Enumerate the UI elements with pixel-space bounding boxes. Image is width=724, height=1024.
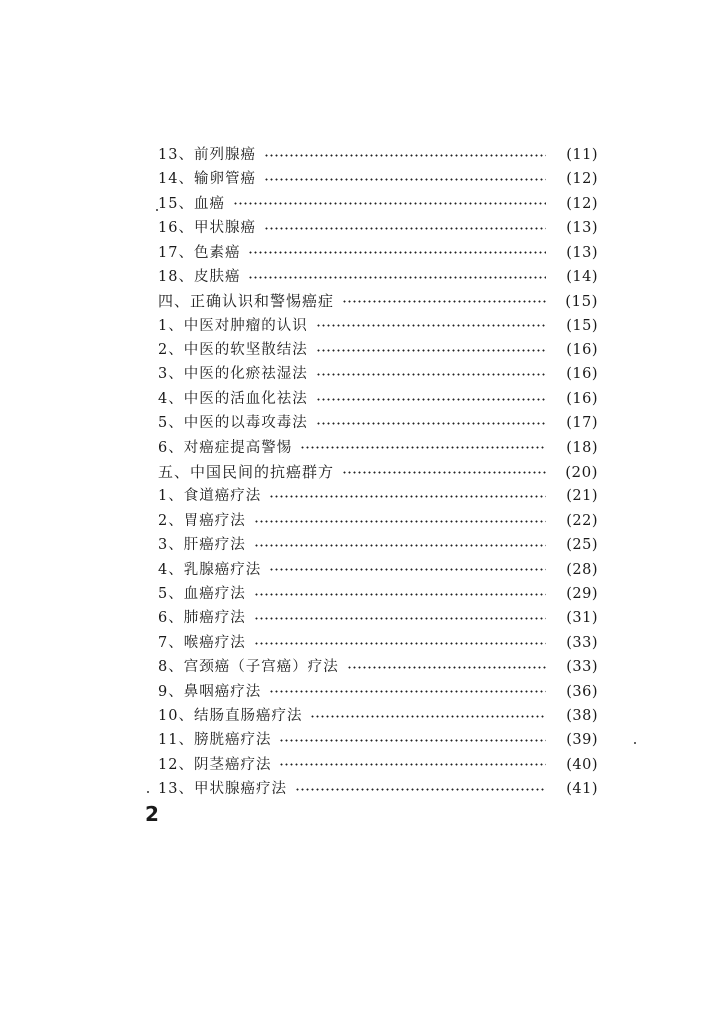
toc-entry — [158, 143, 598, 167]
toc-entry — [158, 655, 598, 679]
toc-entry — [158, 680, 598, 704]
toc-entry — [158, 289, 598, 313]
toc-entry-title: 1、食道癌疗法 — [158, 488, 262, 505]
dot-leader — [316, 398, 546, 401]
toc-entry-title: 7、喉癌疗法 — [158, 634, 246, 651]
toc-entry-title: 2、中医的软坚散结法 — [158, 342, 308, 359]
toc-entry-page: (21) — [566, 488, 598, 505]
dot-leader — [295, 788, 546, 791]
toc-entry — [158, 411, 598, 435]
dot-leader — [254, 617, 546, 620]
toc-entry-page: (14) — [566, 268, 598, 285]
toc-entry — [158, 216, 598, 240]
toc-entry-page: (39) — [566, 732, 598, 749]
toc-entry — [158, 509, 598, 533]
dot-leader — [279, 763, 546, 766]
toc-entry-title: 1、中医对肿瘤的认识 — [158, 317, 308, 334]
toc-entry — [158, 387, 598, 411]
toc-entry-title: 17、色素癌 — [158, 244, 241, 261]
dot-leader — [264, 154, 546, 157]
toc-entry — [158, 582, 598, 606]
toc-entry-title: 18、皮肤癌 — [158, 268, 241, 285]
toc-entry-page: (11) — [566, 146, 598, 163]
toc-entry — [158, 558, 598, 582]
toc-entry-title: 16、甲状腺癌 — [158, 220, 256, 237]
dot-leader — [279, 739, 546, 742]
toc-entry-title: 3、中医的化瘀祛湿法 — [158, 366, 308, 383]
dot-leader — [248, 251, 546, 254]
toc-entry — [158, 436, 598, 460]
toc-entry — [158, 241, 598, 265]
scan-speck — [147, 791, 149, 793]
toc-entry-page: (29) — [566, 585, 598, 602]
toc-entry-title: 10、结肠直肠癌疗法 — [158, 707, 303, 724]
toc-entry-page: (18) — [566, 439, 598, 456]
toc-entry-title: 13、甲状腺癌疗法 — [158, 781, 287, 798]
toc-entry — [158, 753, 598, 777]
dot-leader — [254, 642, 546, 645]
dot-leader — [316, 349, 546, 352]
toc-entry-page: (12) — [566, 195, 598, 212]
scan-speck — [634, 742, 636, 744]
dot-leader — [254, 520, 546, 523]
toc-entry-title: 2、胃癌疗法 — [158, 512, 246, 529]
toc-entry-page: (13) — [566, 244, 598, 261]
toc-entry-title: 11、膀胱癌疗法 — [158, 732, 272, 749]
toc-entry-page: (28) — [566, 561, 598, 578]
toc-entry-title: 14、输卵管癌 — [158, 171, 256, 188]
toc-entry-page: (22) — [566, 512, 598, 529]
toc-entry-title: 13、前列腺癌 — [158, 146, 256, 163]
toc-entry-page: (31) — [566, 610, 598, 627]
dot-leader — [300, 446, 546, 449]
dot-leader — [233, 202, 546, 205]
toc-entry-page: (38) — [566, 707, 598, 724]
scan-speck — [156, 209, 158, 211]
toc-entry-page: (16) — [566, 342, 598, 359]
toc-entry — [158, 167, 598, 191]
dot-leader — [316, 373, 546, 376]
toc-entry-page: (16) — [566, 390, 598, 407]
dot-leader — [269, 690, 546, 693]
toc-entry-page: (12) — [566, 171, 598, 188]
toc-entry-page: (15) — [565, 292, 598, 311]
toc-entry-page: (33) — [566, 659, 598, 676]
toc-entry — [158, 265, 598, 289]
toc-entry-title: 五、中国民间的抗癌群方 — [158, 462, 335, 481]
toc-entry-title: 6、对癌症提高警惕 — [158, 439, 293, 456]
dot-leader — [316, 324, 546, 327]
toc-entry — [158, 192, 598, 216]
toc-entry-title: 5、中医的以毒攻毒法 — [158, 415, 308, 432]
toc-entry-title: 四、正确认识和警惕癌症 — [158, 292, 335, 311]
dot-leader — [310, 715, 546, 718]
toc-entry-page: (25) — [566, 537, 598, 554]
toc-entry-title: 4、中医的活血化祛法 — [158, 390, 308, 407]
toc-entry-page: (13) — [566, 220, 598, 237]
dot-leader — [342, 471, 546, 474]
dot-leader — [254, 593, 546, 596]
toc-entry — [158, 484, 598, 508]
toc-entry — [158, 314, 598, 338]
dot-leader — [316, 422, 546, 425]
toc-entry — [158, 460, 598, 484]
table-of-contents — [158, 143, 598, 802]
toc-entry — [158, 631, 598, 655]
toc-entry-page: (40) — [566, 756, 598, 773]
toc-entry-page: (41) — [566, 781, 598, 798]
toc-entry-page: (20) — [565, 462, 598, 481]
toc-entry — [158, 777, 598, 801]
page-number: 2 — [145, 802, 159, 826]
toc-entry-page: (17) — [566, 415, 598, 432]
dot-leader — [269, 568, 546, 571]
toc-entry-title: 9、鼻咽癌疗法 — [158, 683, 262, 700]
toc-entry — [158, 606, 598, 630]
toc-entry — [158, 704, 598, 728]
toc-entry — [158, 338, 598, 362]
toc-entry-title: 6、肺癌疗法 — [158, 610, 246, 627]
dot-leader — [342, 300, 546, 303]
dot-leader — [264, 227, 546, 230]
toc-entry-title: 4、乳腺癌疗法 — [158, 561, 262, 578]
toc-entry-page: (15) — [566, 317, 598, 334]
toc-entry — [158, 533, 598, 557]
toc-entry-title: 5、血癌疗法 — [158, 585, 246, 602]
toc-entry-page: (36) — [566, 683, 598, 700]
toc-entry — [158, 363, 598, 387]
toc-entry-page: (16) — [566, 366, 598, 383]
dot-leader — [264, 178, 546, 181]
toc-entry-title: 15、血癌 — [158, 195, 225, 212]
toc-entry-title: 8、宫颈癌（子宫癌）疗法 — [158, 659, 339, 676]
dot-leader — [269, 495, 546, 498]
dot-leader — [254, 544, 546, 547]
toc-entry-title: 12、阴茎癌疗法 — [158, 756, 272, 773]
toc-entry — [158, 728, 598, 752]
toc-entry-title: 3、肝癌疗法 — [158, 537, 246, 554]
toc-entry-page: (33) — [566, 634, 598, 651]
dot-leader — [347, 666, 546, 669]
dot-leader — [248, 276, 546, 279]
